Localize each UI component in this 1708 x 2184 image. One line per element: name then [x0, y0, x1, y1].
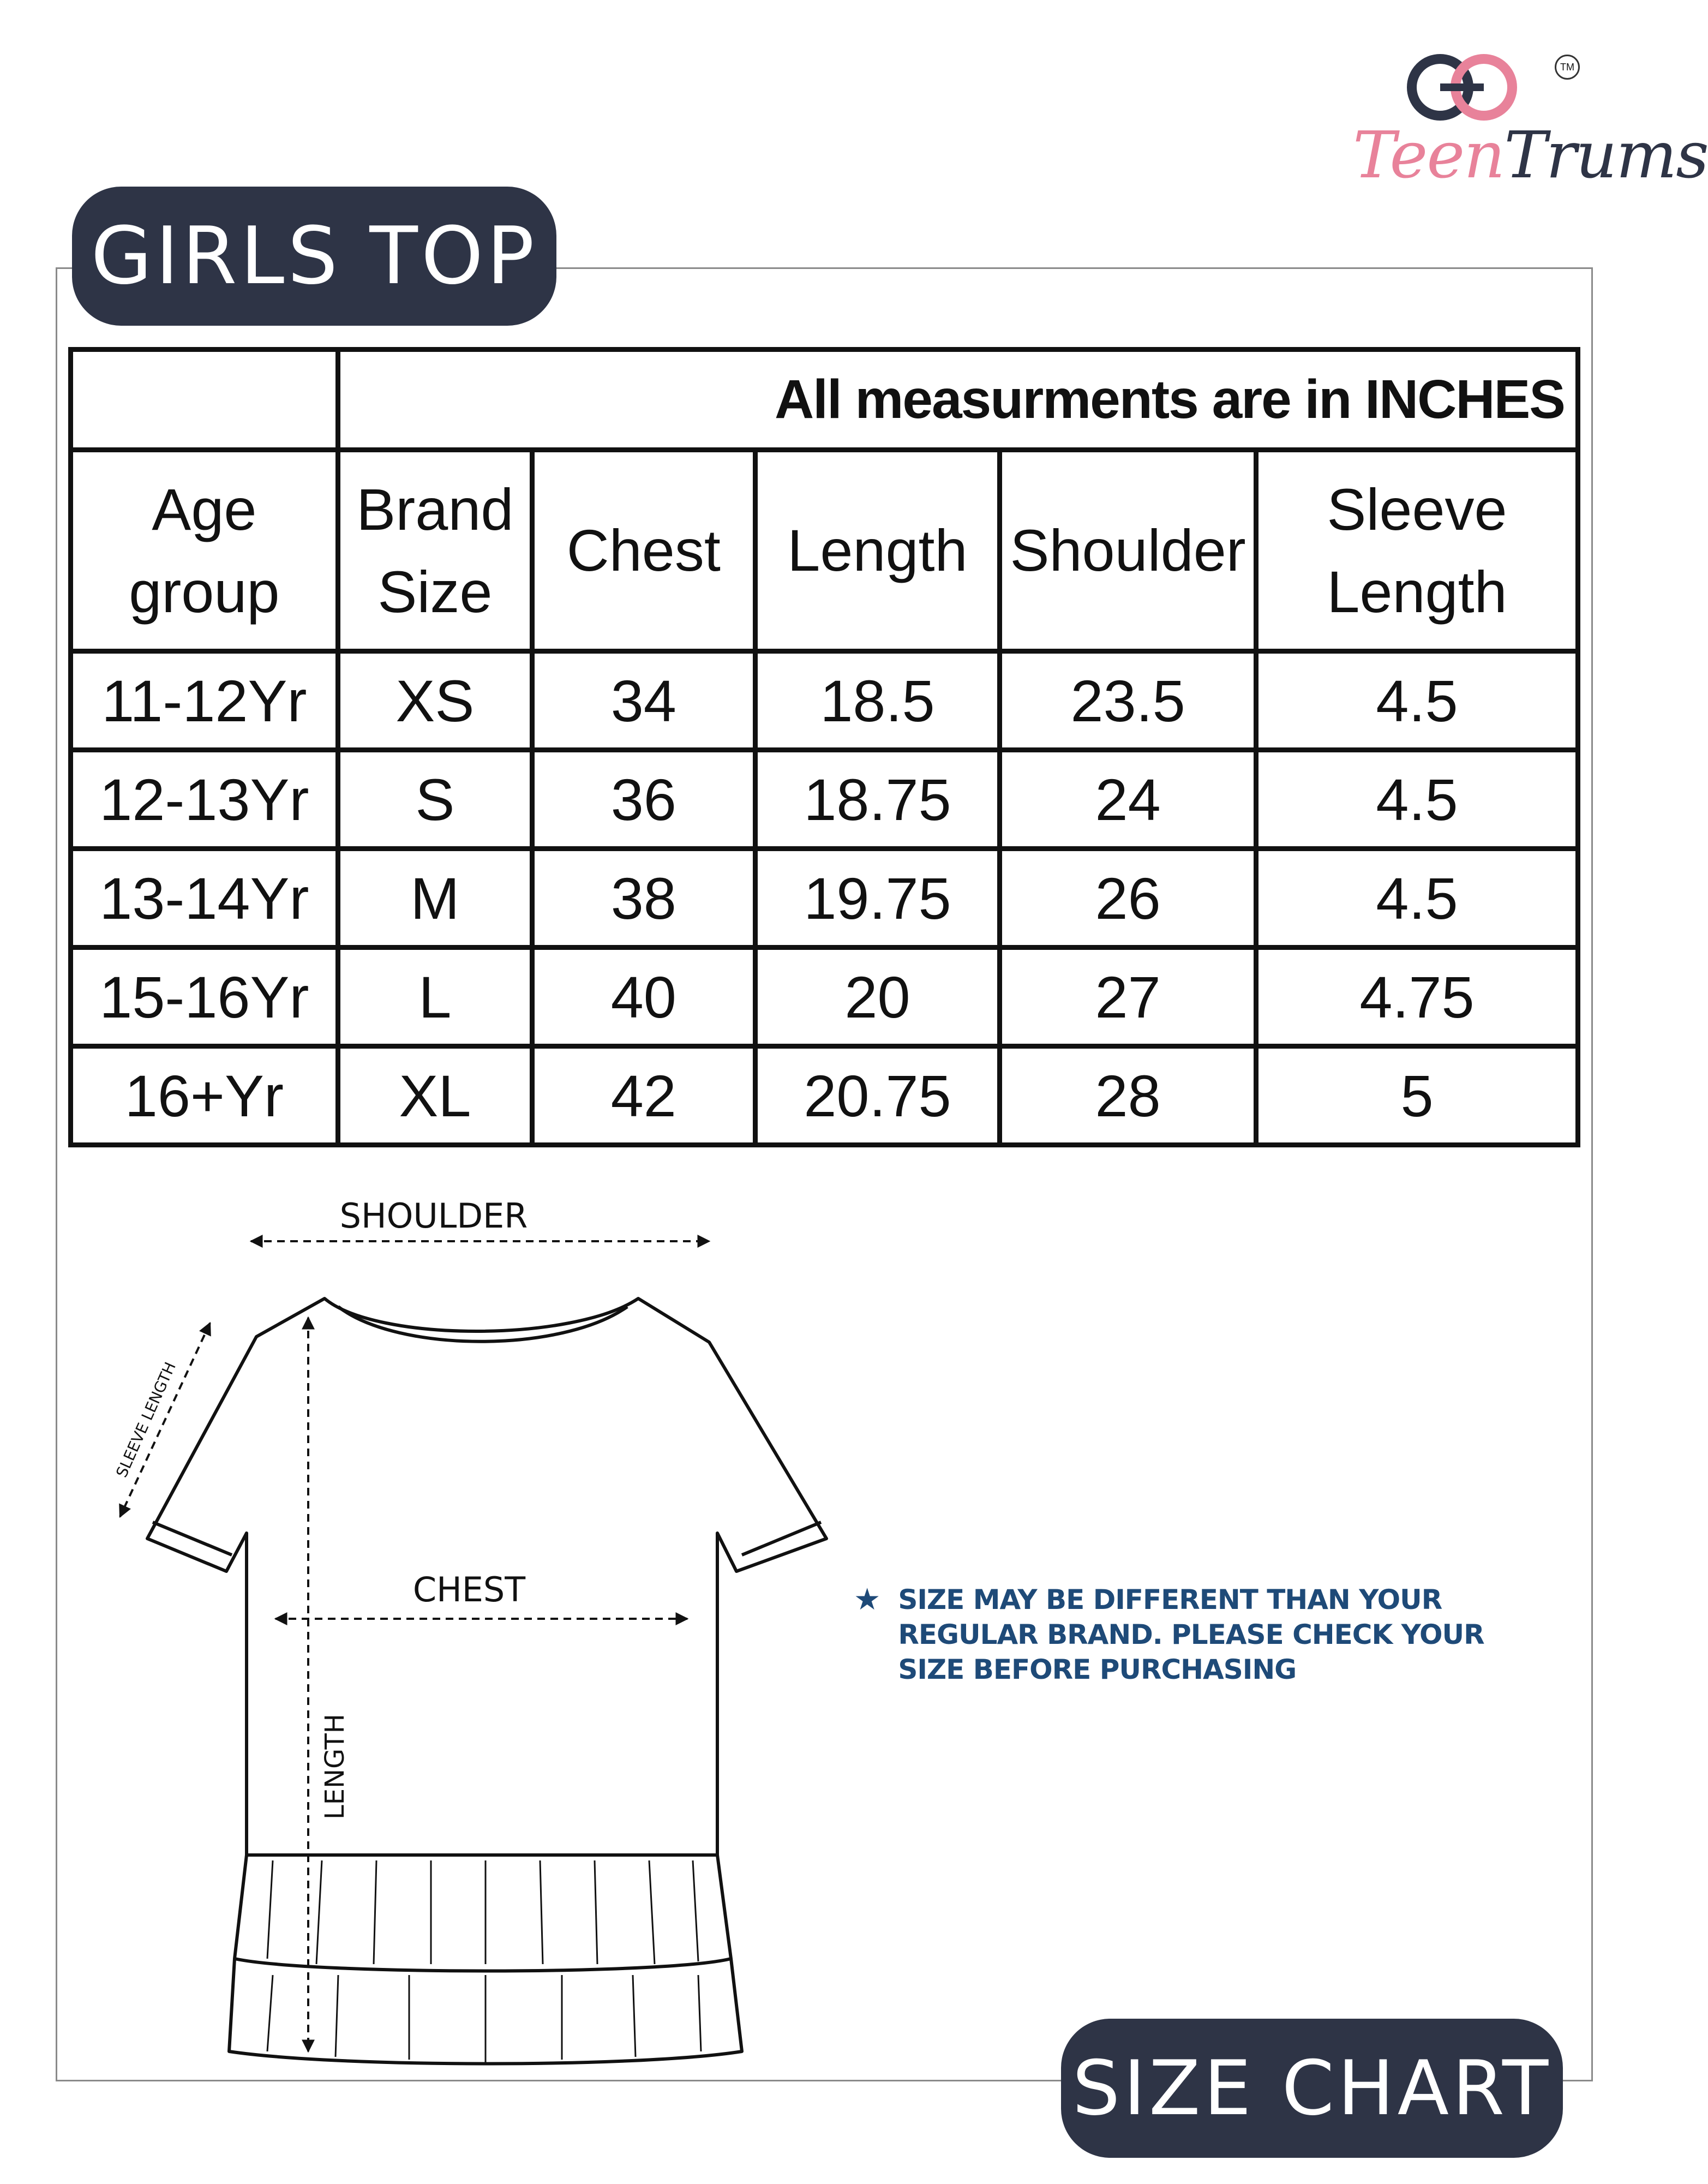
size-chart-badge: SIZE CHART — [1061, 2019, 1563, 2158]
header-age-group: Age group — [71, 450, 338, 651]
sleeve-length-label: SLEEVE LENGTH — [112, 1359, 179, 1480]
chest-label: CHEST — [412, 1570, 526, 1609]
header-chest: Chest — [532, 450, 756, 651]
table-row: 13-14Yr M 38 19.75 26 4.5 — [71, 849, 1578, 948]
size-notice: ★ SIZE MAY BE DIFFERENT THAN YOUR REGULAR BRAND. PLEASE CHECK YOUR SIZE BEFORE PURCHASING — [854, 1582, 1536, 1687]
table-row: 12-13Yr S 36 18.75 24 4.5 — [71, 750, 1578, 849]
trademark-icon: TM — [1555, 55, 1580, 80]
table-row: 15-16Yr L 40 20 27 4.75 — [71, 948, 1578, 1046]
table-row: 16+Yr XL 42 20.75 28 5 — [71, 1046, 1578, 1145]
brand-wordmark: TeenTrums — [1353, 117, 1708, 193]
length-label: LENGTH — [320, 1714, 350, 1820]
table-row: 11-12Yr XS 34 18.5 23.5 4.5 — [71, 651, 1578, 750]
header-length: Length — [755, 450, 1000, 651]
size-table — [68, 347, 1580, 1147]
shoulder-label: SHOULDER — [339, 1196, 528, 1236]
sleeve-length-arrow — [120, 1323, 210, 1517]
units-note: All measurments are in INCHES — [338, 350, 1578, 450]
header-brand-size: Brand Size — [338, 450, 532, 651]
header-shoulder: Shoulder — [1000, 450, 1256, 651]
star-icon: ★ — [854, 1582, 881, 1617]
table-header-row — [71, 450, 1578, 651]
page-title: GIRLS TOP — [72, 187, 556, 326]
garment-diagram — [93, 1189, 867, 2090]
table-note-row — [71, 350, 1578, 450]
header-sleeve-length: Sleeve Length — [1256, 450, 1578, 651]
